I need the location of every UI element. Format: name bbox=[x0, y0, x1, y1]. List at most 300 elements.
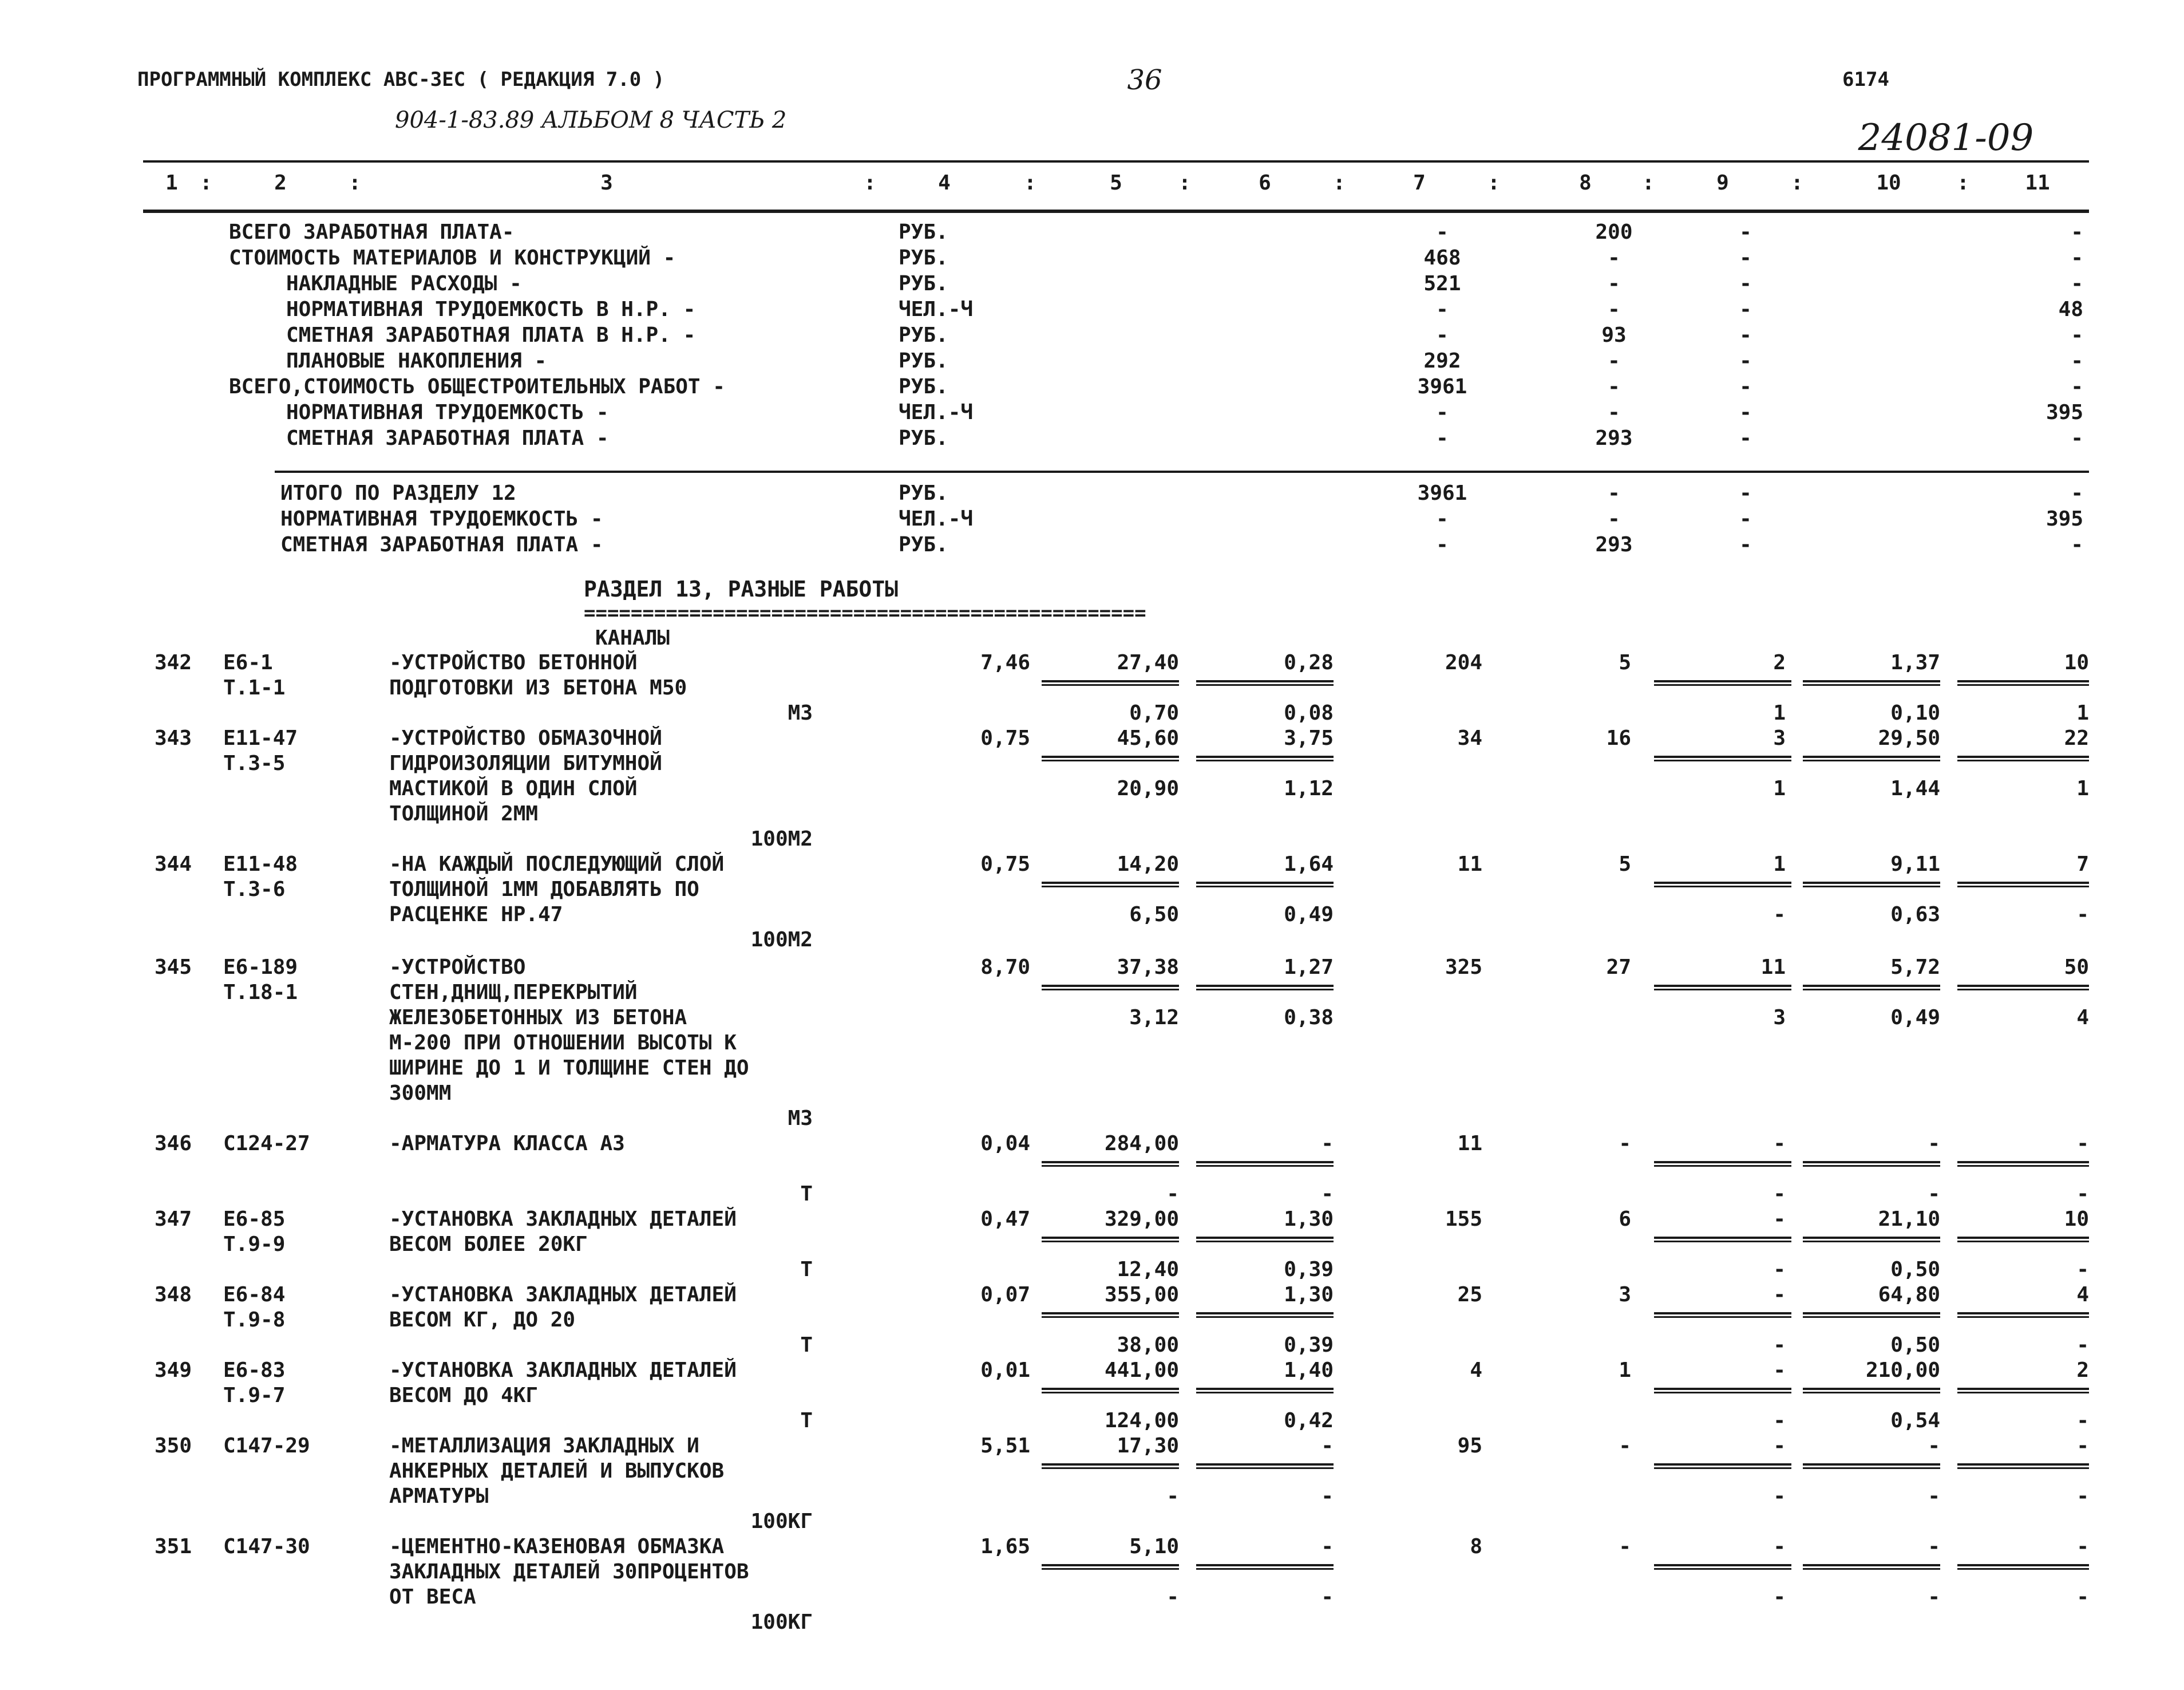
item-unit-price: 5,10 bbox=[1129, 1535, 1179, 1558]
item-col11-lower: - bbox=[2076, 1333, 2089, 1357]
item-unit-wage-machines: 0,49 bbox=[1284, 903, 1334, 926]
item-total-wage: - bbox=[1619, 1132, 1631, 1155]
item-unit-price-machines: 124,00 bbox=[1104, 1409, 1179, 1432]
item-total-cost: 34 bbox=[1457, 726, 1482, 750]
summary-col9: - bbox=[1739, 401, 1752, 424]
item-unit: М3 bbox=[788, 701, 813, 725]
item-col9-lower: - bbox=[1773, 903, 1786, 926]
item-unit-wage-machines: 0,39 bbox=[1284, 1333, 1334, 1357]
cell-divider bbox=[1654, 1312, 1791, 1318]
section-total-col7: - bbox=[1436, 533, 1449, 556]
item-col9: - bbox=[1773, 1283, 1786, 1306]
item-quantity: 5,51 bbox=[980, 1434, 1030, 1458]
column-number-4: 4 bbox=[938, 171, 951, 195]
summary-label: ПЛАНОВЫЕ НАКОПЛЕНИЯ - bbox=[286, 349, 547, 373]
cell-divider bbox=[1042, 985, 1179, 990]
summary-label: НОРМАТИВНАЯ ТРУДОЕМКОСТЬ - bbox=[286, 401, 609, 424]
summary-col7: 521 bbox=[1423, 272, 1461, 295]
summary-col11: 48 bbox=[2058, 298, 2083, 321]
item-col10-lower: 0,50 bbox=[1890, 1333, 1940, 1357]
column-number-7: 7 bbox=[1413, 171, 1426, 195]
section-total-col11: - bbox=[2071, 533, 2083, 556]
item-description: -УСТАНОВКА ЗАКЛАДНЫХ ДЕТАЛЕЙ bbox=[389, 1207, 737, 1231]
item-table-ref: Т.18-1 bbox=[223, 981, 298, 1004]
cell-divider bbox=[1654, 1564, 1791, 1570]
cell-divider bbox=[1042, 680, 1179, 686]
item-col11-lower: - bbox=[2076, 1585, 2089, 1609]
item-col11-lower: 4 bbox=[2076, 1006, 2089, 1029]
item-description: -АРМАТУРА КЛАССА А3 bbox=[389, 1132, 625, 1155]
item-unit-price-machines: - bbox=[1166, 1182, 1179, 1206]
item-total-wage: 5 bbox=[1619, 651, 1631, 674]
item-description: -УСТРОЙСТВО bbox=[389, 955, 526, 979]
summary-col11: - bbox=[2071, 272, 2083, 295]
item-total-wage: 5 bbox=[1619, 852, 1631, 876]
cell-divider bbox=[1654, 1161, 1791, 1167]
summary-col9: - bbox=[1739, 220, 1752, 244]
item-col10: 64,80 bbox=[1878, 1283, 1940, 1306]
item-col10-lower: - bbox=[1928, 1484, 1940, 1508]
item-col9-lower: 1 bbox=[1773, 701, 1786, 725]
item-total-cost: 8 bbox=[1470, 1535, 1482, 1558]
item-number: 348 bbox=[155, 1283, 192, 1306]
summary-unit: РУБ. bbox=[899, 323, 948, 347]
item-col9: - bbox=[1773, 1207, 1786, 1231]
summary-col9: - bbox=[1739, 246, 1752, 270]
cell-divider bbox=[1803, 1161, 1940, 1167]
item-unit-wage-machines: 0,39 bbox=[1284, 1258, 1334, 1281]
summary-col9: - bbox=[1739, 272, 1752, 295]
summary-label: НОРМАТИВНАЯ ТРУДОЕМКОСТЬ В Н.Р. - bbox=[286, 298, 696, 321]
cell-divider bbox=[1196, 756, 1334, 761]
item-description: РАСЦЕНКЕ НР.47 bbox=[389, 903, 563, 926]
section-total-col7: - bbox=[1436, 507, 1449, 531]
item-col10: 29,50 bbox=[1878, 726, 1940, 750]
item-description: -УСТРОЙСТВО ОБМАЗОЧНОЙ bbox=[389, 726, 662, 750]
item-quantity: 0,01 bbox=[980, 1359, 1030, 1382]
cell-divider bbox=[1654, 756, 1791, 761]
cell-divider bbox=[1957, 1161, 2089, 1167]
summary-unit: РУБ. bbox=[899, 272, 948, 295]
item-col9: 11 bbox=[1760, 955, 1786, 979]
item-description: ВЕСОМ ДО 4КГ bbox=[389, 1384, 539, 1407]
cell-divider bbox=[1957, 1564, 2089, 1570]
item-description: АРМАТУРЫ bbox=[389, 1484, 489, 1508]
cell-divider bbox=[1042, 1161, 1179, 1167]
item-table-ref: Т.1-1 bbox=[223, 676, 286, 700]
item-col11-lower: - bbox=[2076, 1182, 2089, 1206]
cell-divider bbox=[1654, 680, 1791, 686]
summary-col7: 468 bbox=[1423, 246, 1461, 270]
item-number: 345 bbox=[155, 955, 192, 979]
item-description: -НА КАЖДЫЙ ПОСЛЕДУЮЩИЙ СЛОЙ bbox=[389, 852, 725, 876]
summary-col8: - bbox=[1608, 298, 1620, 321]
item-total-cost: 95 bbox=[1457, 1434, 1482, 1458]
summary-divider bbox=[275, 471, 2089, 473]
item-unit-price-machines: 20,90 bbox=[1117, 777, 1179, 800]
item-col10: - bbox=[1928, 1535, 1940, 1558]
item-unit: М3 bbox=[788, 1107, 813, 1130]
cell-divider bbox=[1957, 1237, 2089, 1242]
item-total-wage: 3 bbox=[1619, 1283, 1631, 1306]
item-unit: 100М2 bbox=[750, 827, 813, 851]
item-description: ЖЕЛЕЗОБЕТОННЫХ ИЗ БЕТОНА bbox=[389, 1006, 687, 1029]
item-col10: 5,72 bbox=[1890, 955, 1940, 979]
column-separator: : bbox=[864, 171, 876, 195]
item-number: 350 bbox=[155, 1434, 192, 1458]
item-col9-lower: 3 bbox=[1773, 1006, 1786, 1029]
item-unit-price-machines: - bbox=[1166, 1484, 1179, 1508]
item-quantity: 0,75 bbox=[980, 852, 1030, 876]
item-unit-wage: 1,64 bbox=[1284, 852, 1334, 876]
item-total-cost: 4 bbox=[1470, 1359, 1482, 1382]
summary-col8: - bbox=[1608, 401, 1620, 424]
item-col11: 22 bbox=[2064, 726, 2089, 750]
section-title: РАЗДЕЛ 13, РАЗНЫЕ РАБОТЫ bbox=[584, 577, 899, 602]
item-col11: 50 bbox=[2064, 955, 2089, 979]
cell-divider bbox=[1803, 1312, 1940, 1318]
item-quantity: 7,46 bbox=[980, 651, 1030, 674]
item-col9-lower: - bbox=[1773, 1182, 1786, 1206]
cell-divider bbox=[1957, 1388, 2089, 1393]
section-total-col8: - bbox=[1608, 507, 1620, 531]
section-subtitle: КАНАЛЫ bbox=[595, 626, 670, 650]
item-col10-lower: - bbox=[1928, 1182, 1940, 1206]
cell-divider bbox=[1042, 756, 1179, 761]
item-unit-wage: - bbox=[1321, 1132, 1334, 1155]
item-unit-price: 27,40 bbox=[1117, 651, 1179, 674]
item-col9-lower: - bbox=[1773, 1409, 1786, 1432]
item-unit-wage: - bbox=[1321, 1434, 1334, 1458]
cell-divider bbox=[1196, 1312, 1334, 1318]
cell-divider bbox=[1957, 756, 2089, 761]
section-total-col11: 395 bbox=[2045, 507, 2083, 531]
cell-divider bbox=[1803, 882, 1940, 887]
cell-divider bbox=[1042, 1388, 1179, 1393]
cell-divider bbox=[1042, 882, 1179, 887]
item-table-ref: Т.3-6 bbox=[223, 878, 286, 901]
summary-col8: 200 bbox=[1595, 220, 1633, 244]
item-col11: - bbox=[2076, 1535, 2089, 1558]
summary-col7: - bbox=[1436, 401, 1449, 424]
column-number-1: 1 bbox=[165, 171, 178, 195]
summary-col8: 293 bbox=[1595, 427, 1633, 450]
item-total-wage: 6 bbox=[1619, 1207, 1631, 1231]
table-top-rule bbox=[143, 160, 2089, 163]
summary-unit: РУБ. bbox=[899, 427, 948, 450]
item-total-wage: 1 bbox=[1619, 1359, 1631, 1382]
section-total-col8: - bbox=[1608, 481, 1620, 505]
item-unit-wage-machines: 0,42 bbox=[1284, 1409, 1334, 1432]
item-unit: Т bbox=[800, 1333, 813, 1357]
summary-label: ВСЕГО,СТОИМОСТЬ ОБЩЕСТРОИТЕЛЬНЫХ РАБОТ - bbox=[229, 375, 725, 398]
item-col10-lower: 0,63 bbox=[1890, 903, 1940, 926]
item-col10-lower: 0,50 bbox=[1890, 1258, 1940, 1281]
item-col10-lower: 0,49 bbox=[1890, 1006, 1940, 1029]
summary-label: СТОИМОСТЬ МАТЕРИАЛОВ И КОНСТРУКЦИЙ - bbox=[229, 246, 676, 270]
item-description: ПОДГОТОВКИ ИЗ БЕТОНА М50 bbox=[389, 676, 687, 700]
summary-col11: - bbox=[2071, 323, 2083, 347]
section-total-col7: 3961 bbox=[1417, 481, 1467, 505]
item-number: 343 bbox=[155, 726, 192, 750]
summary-col7: - bbox=[1436, 298, 1449, 321]
item-col11-lower: - bbox=[2076, 1484, 2089, 1508]
item-total-cost: 11 bbox=[1457, 852, 1482, 876]
column-number-9: 9 bbox=[1716, 171, 1729, 195]
item-total-cost: 25 bbox=[1457, 1283, 1482, 1306]
item-unit-price: 45,60 bbox=[1117, 726, 1179, 750]
item-description: -УСТАНОВКА ЗАКЛАДНЫХ ДЕТАЛЕЙ bbox=[389, 1359, 737, 1382]
cell-divider bbox=[1196, 1161, 1334, 1167]
item-col9: - bbox=[1773, 1132, 1786, 1155]
summary-col9: - bbox=[1739, 427, 1752, 450]
item-description: ТОЛЩИНОЙ 1ММ ДОБАВЛЯТЬ ПО bbox=[389, 878, 699, 901]
item-description: 300ММ bbox=[389, 1081, 452, 1105]
item-quantity: 8,70 bbox=[980, 955, 1030, 979]
item-col9-lower: - bbox=[1773, 1258, 1786, 1281]
section-total-col9: - bbox=[1739, 507, 1752, 531]
item-description: ЗАКЛАДНЫХ ДЕТАЛЕЙ 30ПРОЦЕНТОВ bbox=[389, 1560, 749, 1584]
cell-divider bbox=[1654, 1237, 1791, 1242]
item-col9: - bbox=[1773, 1535, 1786, 1558]
item-unit-price-machines: - bbox=[1166, 1585, 1179, 1609]
item-col11-lower: 1 bbox=[2076, 777, 2089, 800]
item-unit-price-machines: 0,70 bbox=[1129, 701, 1179, 725]
cell-divider bbox=[1803, 1388, 1940, 1393]
summary-col8: 93 bbox=[1601, 323, 1627, 347]
summary-col8: - bbox=[1608, 375, 1620, 398]
cell-divider bbox=[1803, 985, 1940, 990]
item-total-wage: 16 bbox=[1606, 726, 1631, 750]
item-total-cost: 325 bbox=[1445, 955, 1482, 979]
item-unit-price-machines: 12,40 bbox=[1117, 1258, 1179, 1281]
section-total-label: НОРМАТИВНАЯ ТРУДОЕМКОСТЬ - bbox=[280, 507, 603, 531]
item-total-cost: 11 bbox=[1457, 1132, 1482, 1155]
item-col9-lower: 1 bbox=[1773, 777, 1786, 800]
item-unit: 100КГ bbox=[750, 1510, 813, 1533]
item-col10: 210,00 bbox=[1865, 1359, 1940, 1382]
item-col10-lower: 1,44 bbox=[1890, 777, 1940, 800]
item-number: 349 bbox=[155, 1359, 192, 1382]
item-description: ГИДРОИЗОЛЯЦИИ БИТУМНОЙ bbox=[389, 752, 662, 775]
item-unit: Т bbox=[800, 1182, 813, 1206]
document-code: 6174 bbox=[1842, 68, 1889, 91]
column-number-6: 6 bbox=[1259, 171, 1271, 195]
summary-col9: - bbox=[1739, 375, 1752, 398]
summary-col11: - bbox=[2071, 375, 2083, 398]
section-total-label: СМЕТНАЯ ЗАРАБОТНАЯ ПЛАТА - bbox=[280, 533, 603, 556]
item-col10-lower: 0,10 bbox=[1890, 701, 1940, 725]
item-col9: 2 bbox=[1773, 651, 1786, 674]
item-description: -УСТАНОВКА ЗАКЛАДНЫХ ДЕТАЛЕЙ bbox=[389, 1283, 737, 1306]
item-unit-wage-machines: - bbox=[1321, 1585, 1334, 1609]
item-total-wage: 27 bbox=[1606, 955, 1631, 979]
cell-divider bbox=[1196, 985, 1334, 990]
item-table-ref: Т.9-7 bbox=[223, 1384, 286, 1407]
column-separator: : bbox=[200, 171, 212, 195]
section-total-unit: ЧЕЛ.-Ч bbox=[899, 507, 974, 531]
summary-unit: ЧЕЛ.-Ч bbox=[899, 298, 974, 321]
column-separator: : bbox=[1957, 171, 1969, 195]
column-separator: : bbox=[1024, 171, 1036, 195]
item-table-ref: Т.9-9 bbox=[223, 1233, 286, 1256]
item-number: 346 bbox=[155, 1132, 192, 1155]
column-number-3: 3 bbox=[600, 171, 613, 195]
item-number: 351 bbox=[155, 1535, 192, 1558]
item-col9-lower: - bbox=[1773, 1484, 1786, 1508]
item-code: Е6-83 bbox=[223, 1359, 286, 1382]
summary-unit: ЧЕЛ.-Ч bbox=[899, 401, 974, 424]
page-number: 36 bbox=[1127, 64, 1162, 96]
item-unit-price-machines: 3,12 bbox=[1129, 1006, 1179, 1029]
item-unit-wage: 3,75 bbox=[1284, 726, 1334, 750]
item-code: Е11-48 bbox=[223, 852, 298, 876]
summary-label: СМЕТНАЯ ЗАРАБОТНАЯ ПЛАТА - bbox=[286, 427, 609, 450]
summary-col11: 395 bbox=[2045, 401, 2083, 424]
summary-col8: - bbox=[1608, 246, 1620, 270]
item-description: -ЦЕМЕНТНО-КАЗЕНОВАЯ ОБМАЗКА bbox=[389, 1535, 725, 1558]
item-code: С124-27 bbox=[223, 1132, 310, 1155]
summary-label: НАКЛАДНЫЕ РАСХОДЫ - bbox=[286, 272, 522, 295]
item-unit-price: 284,00 bbox=[1104, 1132, 1179, 1155]
item-col11-lower: 1 bbox=[2076, 701, 2089, 725]
cell-divider bbox=[1196, 1237, 1334, 1242]
item-description: ВЕСОМ КГ, ДО 20 bbox=[389, 1308, 576, 1332]
album-reference: 904-1-83.89 АЛЬБОМ 8 ЧАСТЬ 2 bbox=[395, 107, 787, 133]
item-unit-wage: 1,27 bbox=[1284, 955, 1334, 979]
item-table-ref: Т.9-8 bbox=[223, 1308, 286, 1332]
cell-divider bbox=[1196, 882, 1334, 887]
item-col11-lower: - bbox=[2076, 1409, 2089, 1432]
item-description: АНКЕРНЫХ ДЕТАЛЕЙ И ВЫПУСКОВ bbox=[389, 1459, 725, 1483]
summary-col7: - bbox=[1436, 427, 1449, 450]
item-unit-wage-machines: - bbox=[1321, 1182, 1334, 1206]
column-number-2: 2 bbox=[274, 171, 287, 195]
item-number: 347 bbox=[155, 1207, 192, 1231]
cell-divider bbox=[1042, 1312, 1179, 1318]
cell-divider bbox=[1803, 1463, 1940, 1469]
item-unit-price: 355,00 bbox=[1104, 1283, 1179, 1306]
item-code: С147-30 bbox=[223, 1535, 310, 1558]
item-description: ВЕСОМ БОЛЕЕ 20КГ bbox=[389, 1233, 588, 1256]
cell-divider bbox=[1803, 1564, 1940, 1570]
item-table-ref: Т.3-5 bbox=[223, 752, 286, 775]
summary-col9: - bbox=[1739, 349, 1752, 373]
item-unit-price: 14,20 bbox=[1117, 852, 1179, 876]
item-unit-wage-machines: - bbox=[1321, 1484, 1334, 1508]
item-col9: 3 bbox=[1773, 726, 1786, 750]
cell-divider bbox=[1196, 680, 1334, 686]
cell-divider bbox=[1654, 1463, 1791, 1469]
summary-col9: - bbox=[1739, 323, 1752, 347]
item-col11: 2 bbox=[2076, 1359, 2089, 1382]
item-col9-lower: - bbox=[1773, 1333, 1786, 1357]
item-col10: 1,37 bbox=[1890, 651, 1940, 674]
item-code: Е6-189 bbox=[223, 955, 298, 979]
item-unit: 100КГ bbox=[750, 1610, 813, 1634]
item-col11-lower: - bbox=[2076, 1258, 2089, 1281]
item-code: Е6-1 bbox=[223, 651, 273, 674]
item-code: С147-29 bbox=[223, 1434, 310, 1458]
item-total-wage: - bbox=[1619, 1434, 1631, 1458]
item-col11: 10 bbox=[2064, 651, 2089, 674]
item-unit-wage: 1,40 bbox=[1284, 1359, 1334, 1382]
cell-divider bbox=[1957, 882, 2089, 887]
column-separator: : bbox=[1333, 171, 1346, 195]
stamp-number: 24081-09 bbox=[1858, 117, 2034, 159]
summary-col7: - bbox=[1436, 323, 1449, 347]
cell-divider bbox=[1803, 1237, 1940, 1242]
item-unit-wage: 1,30 bbox=[1284, 1283, 1334, 1306]
column-separator: : bbox=[1178, 171, 1191, 195]
summary-unit: РУБ. bbox=[899, 349, 948, 373]
section-total-unit: РУБ. bbox=[899, 481, 948, 505]
item-unit-wage-machines: 1,12 bbox=[1284, 777, 1334, 800]
item-unit: Т bbox=[800, 1409, 813, 1432]
item-unit-price: 17,30 bbox=[1117, 1434, 1179, 1458]
summary-col7: - bbox=[1436, 220, 1449, 244]
item-col10: 21,10 bbox=[1878, 1207, 1940, 1231]
item-unit-price: 441,00 bbox=[1104, 1359, 1179, 1382]
item-col11: - bbox=[2076, 1434, 2089, 1458]
section-total-col11: - bbox=[2071, 481, 2083, 505]
cell-divider bbox=[1196, 1564, 1334, 1570]
section-total-label: ИТОГО ПО РАЗДЕЛУ 12 bbox=[280, 481, 516, 505]
item-col10-lower: 0,54 bbox=[1890, 1409, 1940, 1432]
cell-divider bbox=[1803, 680, 1940, 686]
item-unit-wage-machines: 0,08 bbox=[1284, 701, 1334, 725]
summary-col11: - bbox=[2071, 246, 2083, 270]
item-col10-lower: - bbox=[1928, 1585, 1940, 1609]
cell-divider bbox=[1196, 1388, 1334, 1393]
summary-unit: РУБ. bbox=[899, 375, 948, 398]
item-description: ТОЛЩИНОЙ 2ММ bbox=[389, 802, 539, 826]
column-number-10: 10 bbox=[1876, 171, 1901, 195]
item-col11: 10 bbox=[2064, 1207, 2089, 1231]
item-unit-price: 329,00 bbox=[1104, 1207, 1179, 1231]
summary-col11: - bbox=[2071, 220, 2083, 244]
cell-divider bbox=[1654, 882, 1791, 887]
item-unit-price: 37,38 bbox=[1117, 955, 1179, 979]
item-code: Е11-47 bbox=[223, 726, 298, 750]
column-separator: : bbox=[1487, 171, 1500, 195]
item-description: МАСТИКОЙ В ОДИН СЛОЙ bbox=[389, 777, 638, 800]
cell-divider bbox=[1042, 1463, 1179, 1469]
summary-unit: РУБ. bbox=[899, 246, 948, 270]
cell-divider bbox=[1957, 1463, 2089, 1469]
cell-divider bbox=[1803, 756, 1940, 761]
item-description: СТЕН,ДНИЩ,ПЕРЕКРЫТИЙ bbox=[389, 981, 638, 1004]
cell-divider bbox=[1957, 1312, 2089, 1318]
cell-divider bbox=[1654, 1388, 1791, 1393]
item-col11: 7 bbox=[2076, 852, 2089, 876]
summary-label: СМЕТНАЯ ЗАРАБОТНАЯ ПЛАТА В Н.Р. - bbox=[286, 323, 696, 347]
item-unit-wage-machines: 0,38 bbox=[1284, 1006, 1334, 1029]
item-code: Е6-84 bbox=[223, 1283, 286, 1306]
item-col9-lower: - bbox=[1773, 1585, 1786, 1609]
section-total-unit: РУБ. bbox=[899, 533, 948, 556]
item-unit-wage: 1,30 bbox=[1284, 1207, 1334, 1231]
item-quantity: 1,65 bbox=[980, 1535, 1030, 1558]
item-col10: - bbox=[1928, 1132, 1940, 1155]
item-number: 344 bbox=[155, 852, 192, 876]
summary-unit: РУБ. bbox=[899, 220, 948, 244]
item-total-wage: - bbox=[1619, 1535, 1631, 1558]
item-quantity: 0,47 bbox=[980, 1207, 1030, 1231]
item-quantity: 0,04 bbox=[980, 1132, 1030, 1155]
item-unit: Т bbox=[800, 1258, 813, 1281]
item-unit-price-machines: 6,50 bbox=[1129, 903, 1179, 926]
